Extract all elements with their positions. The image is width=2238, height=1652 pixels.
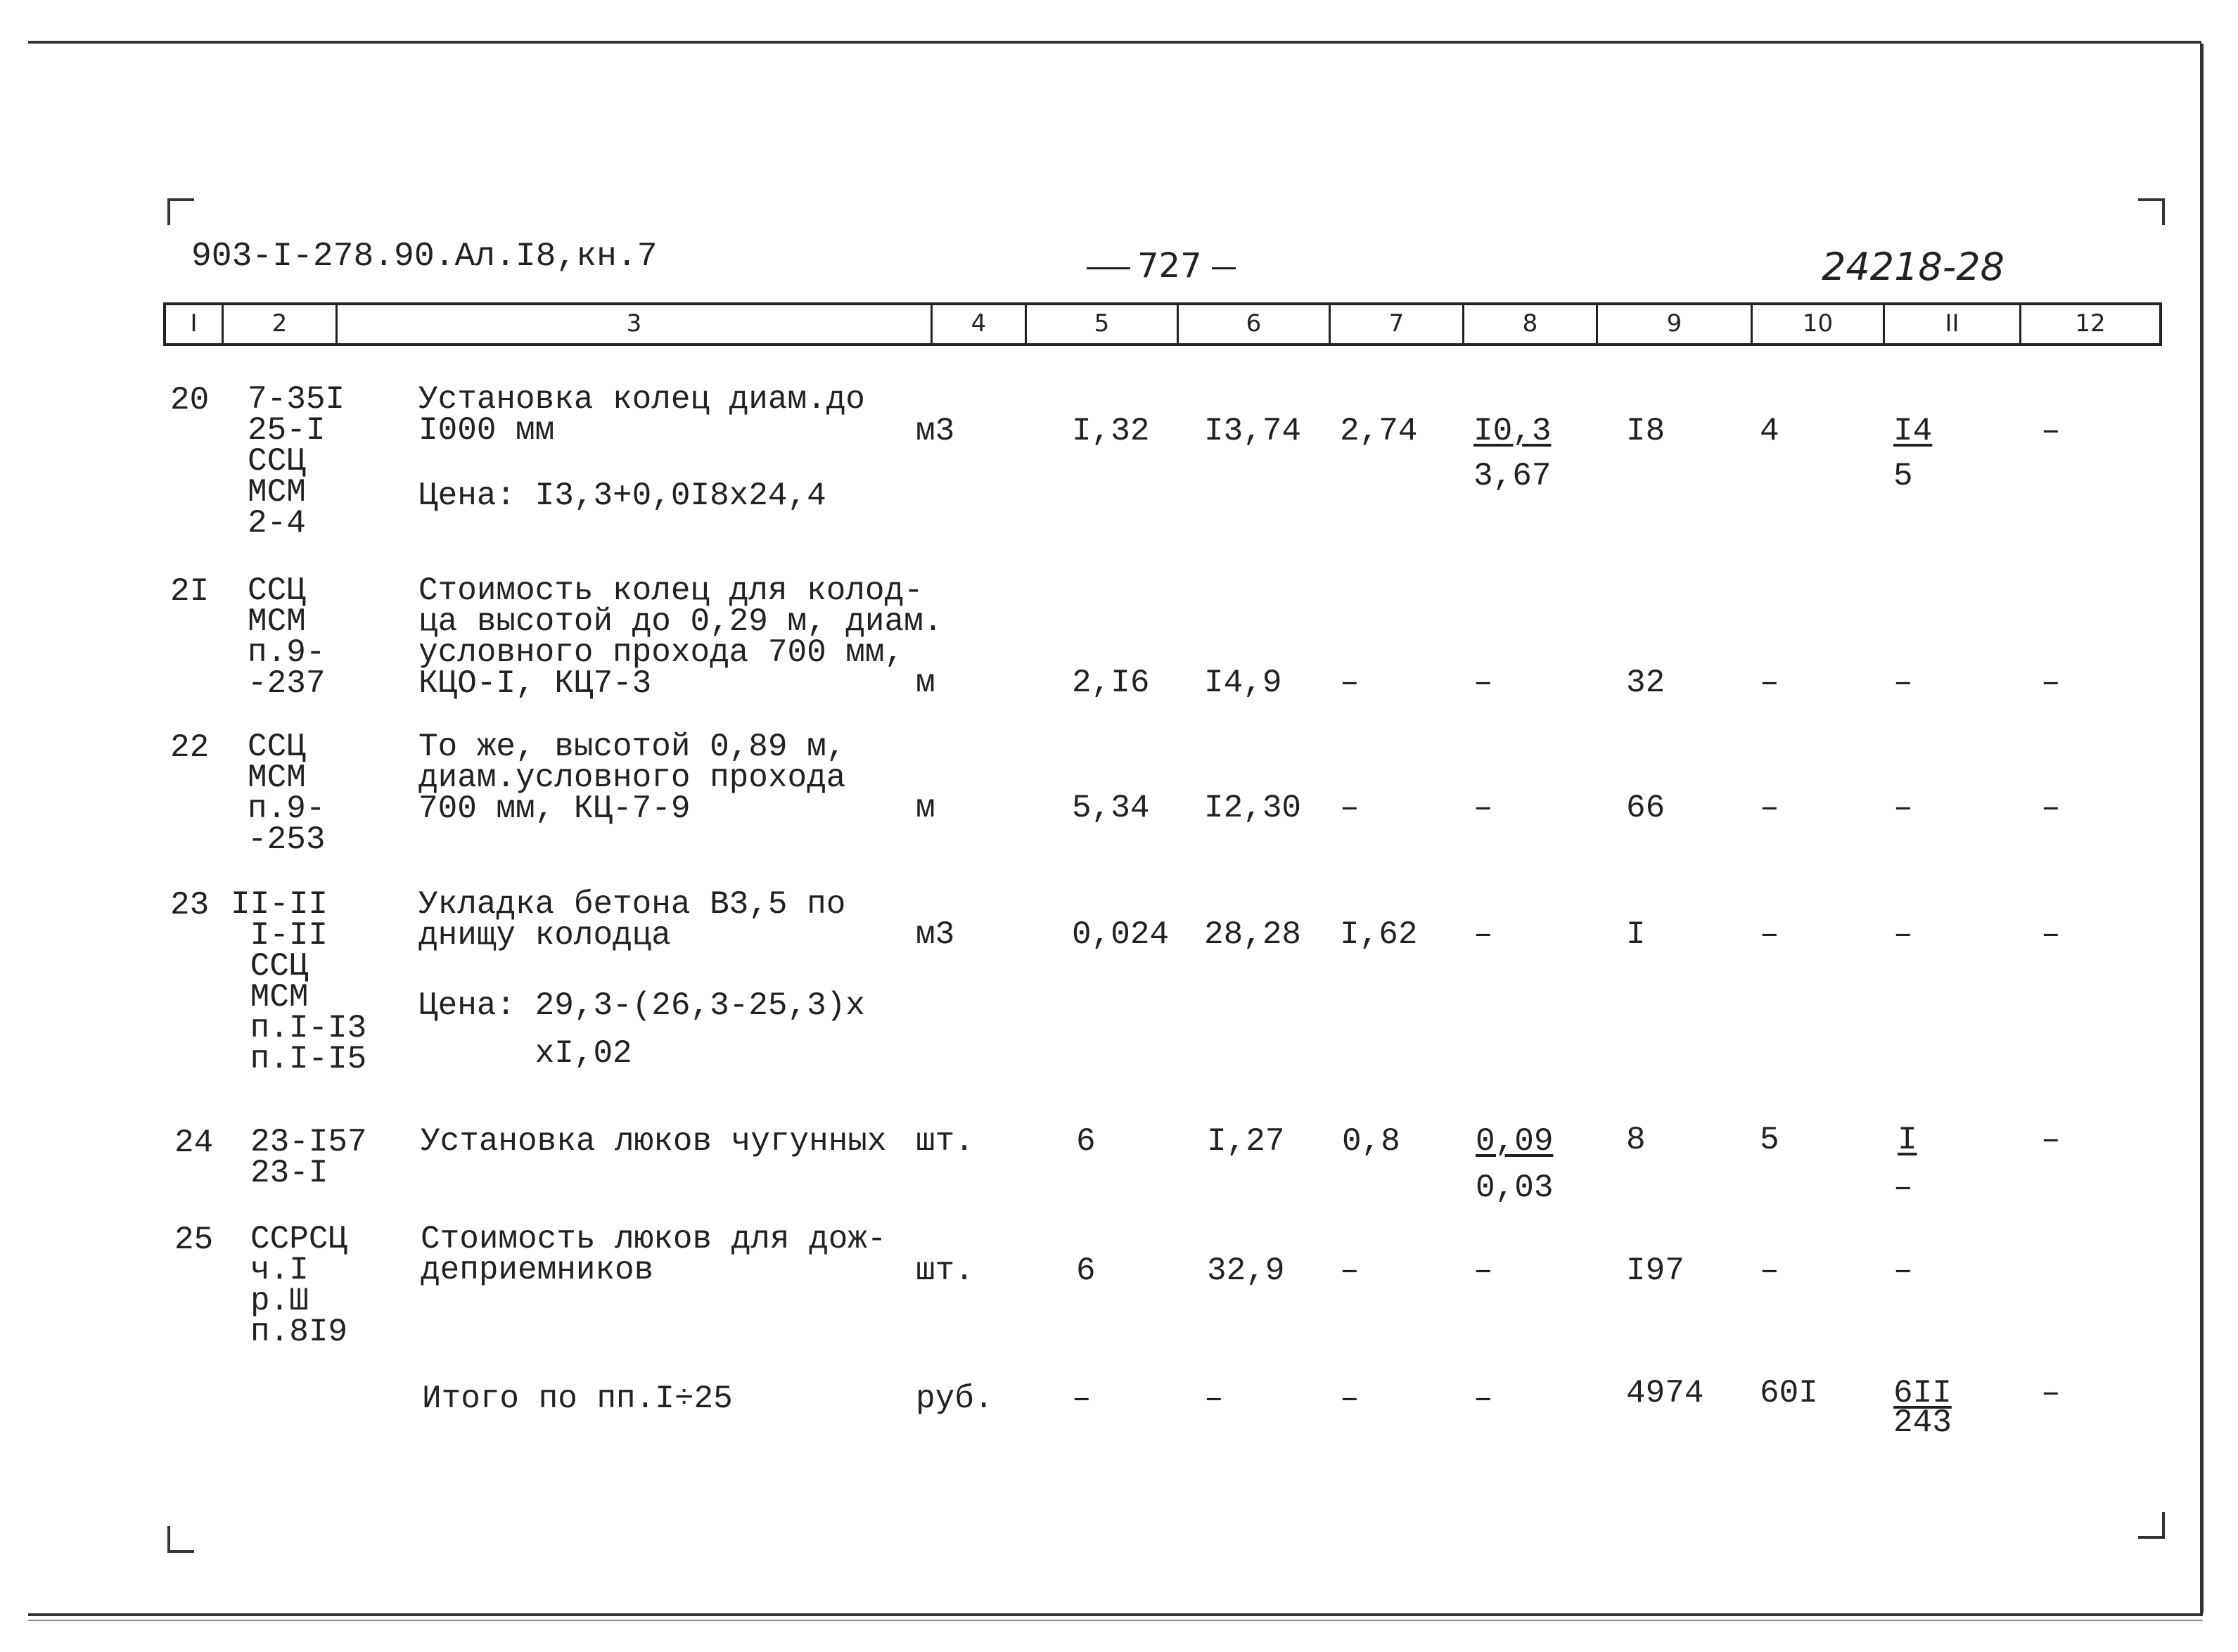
total-col7: –	[1340, 1381, 1360, 1417]
column-header-12: 12	[2075, 309, 2106, 338]
page-number-value: 727	[1137, 246, 1202, 286]
document-code: 903-I-278.90.Ал.I8,кн.7	[191, 238, 658, 276]
column-header-2: 2	[224, 305, 338, 343]
row-20-col11-bottom: 5	[1893, 458, 1913, 494]
row-25-col6: 32,9	[1207, 1253, 1285, 1289]
row-25-desc: Стоимость люков для дож- деприемников	[421, 1221, 887, 1288]
row-25-unit: шт.	[916, 1253, 974, 1289]
row-20-col8-bottom: 3,67	[1473, 458, 1552, 494]
row-23-col6: 28,28	[1204, 916, 1302, 953]
row-24-col7: 0,8	[1342, 1123, 1400, 1160]
total-col11-top: 6II	[1893, 1375, 1952, 1411]
row-20-price-note: Цена: I3,3+0,0I8x24,4	[418, 478, 826, 514]
row-21-desc: Стоимость колец для колод- ца высотой до 0,29 м, диам. условного прохода 700 мм, КЦО-I, КЦ7-3	[418, 572, 943, 702]
row-24-col12: –	[2041, 1122, 2061, 1158]
total-col5: –	[1072, 1381, 1092, 1417]
row-20-num: 20	[170, 382, 210, 418]
row-23-price-note: Цена: 29,3-(26,3-25,3)x xI,02	[418, 987, 865, 1072]
column-header-10: 10	[1753, 305, 1885, 343]
row-21-col6: I4,9	[1204, 665, 1282, 701]
column-header-11: II	[1885, 305, 2021, 343]
row-25-col5: 6	[1076, 1253, 1096, 1289]
corner-mark-bottom-right	[2138, 1512, 2165, 1539]
row-25-col8: –	[1473, 1253, 1493, 1289]
row-23-col7: I,62	[1340, 916, 1418, 953]
row-24-col11-bottom: –	[1893, 1170, 1913, 1206]
column-header-row	[163, 302, 2162, 346]
row-22-col10: –	[1760, 790, 1779, 826]
row-23-code: II-II I-II ССЦ МСМ п.I-I3 п.I-I5	[231, 886, 367, 1077]
row-20-code: 7-35I 25-I ССЦ МСМ 2-4	[248, 381, 345, 542]
row-22-col8: –	[1473, 790, 1493, 826]
total-col8: –	[1473, 1381, 1493, 1417]
total-col10: 60I	[1760, 1375, 1818, 1411]
row-20-col11-top: I4	[1893, 413, 1933, 449]
corner-mark-top-left	[167, 198, 194, 225]
row-22-col12: –	[2041, 790, 2061, 826]
row-23-col5: 0,024	[1072, 916, 1170, 953]
row-24-unit: шт.	[916, 1123, 974, 1160]
row-25-col10: –	[1760, 1253, 1779, 1289]
row-25-col9: I97	[1626, 1253, 1684, 1289]
row-23-col11: –	[1893, 916, 1913, 953]
column-header-8: 8	[1464, 305, 1598, 343]
row-21-col8: –	[1473, 665, 1493, 701]
row-24-col9: 8	[1626, 1122, 1646, 1158]
total-unit: руб.	[916, 1381, 994, 1417]
column-header-1: I	[166, 305, 224, 343]
row-21-col11: –	[1893, 665, 1913, 701]
corner-mark-bottom-left	[167, 1526, 194, 1553]
total-col12: –	[2041, 1375, 2061, 1411]
row-21-col12: –	[2041, 665, 2061, 701]
row-24-code: 23-I57 23-I	[250, 1124, 367, 1191]
row-23-col8: –	[1473, 916, 1493, 953]
total-desc: Итого по пп.I÷25	[422, 1381, 733, 1417]
row-20-col9: I8	[1626, 413, 1665, 449]
row-20-desc: Установка колец диам.до I000 мм	[418, 381, 865, 449]
row-20-col6: I3,74	[1204, 413, 1302, 449]
corner-mark-top-right	[2138, 198, 2165, 225]
row-25-code: ССРСЦ ч.I р.Ш п.8I9	[250, 1221, 348, 1350]
sheet-edge-right	[2200, 44, 2204, 1613]
row-24-col8-bottom: 0,03	[1476, 1170, 1554, 1206]
sheet-code: 24218-28	[1822, 245, 2004, 289]
row-23-unit: м3	[916, 916, 955, 953]
row-20-col8-top: I0,3	[1473, 413, 1552, 449]
column-header-6: 6	[1179, 305, 1331, 343]
row-21-col7: –	[1340, 665, 1360, 701]
column-header-7: 7	[1331, 305, 1464, 343]
row-25-col11: –	[1893, 1253, 1913, 1289]
row-21-num: 2I	[170, 573, 210, 610]
sheet-edge-bottom	[28, 1613, 2203, 1616]
row-25-num: 25	[174, 1222, 214, 1258]
total-col11-bottom: 243	[1893, 1404, 1952, 1441]
row-20-col10: 4	[1760, 413, 1779, 449]
column-header-9: 9	[1598, 305, 1753, 343]
row-20-unit: м3	[916, 413, 955, 449]
row-22-desc: То же, высотой 0,89 м, диам.условного прохода 700 мм, КЦ-7-9	[418, 729, 846, 827]
row-21-code: ССЦ МСМ п.9- -237	[248, 572, 326, 702]
row-23-desc: Укладка бетона В3,5 по днищу колодца	[418, 886, 846, 954]
row-20-col12: –	[2041, 413, 2061, 449]
column-header-4: 4	[933, 305, 1027, 343]
row-24-col8-top: 0,09	[1476, 1123, 1554, 1160]
row-24-col5: 6	[1076, 1123, 1096, 1160]
sheet-edge-top	[28, 41, 2201, 44]
sheet-edge-bottom-secondary	[28, 1620, 2203, 1621]
row-21-col10: –	[1760, 665, 1779, 701]
total-col9: 4974	[1626, 1375, 1704, 1411]
row-22-col6: I2,30	[1204, 790, 1302, 826]
row-21-col5: 2,I6	[1072, 665, 1150, 701]
row-21-col9: 32	[1626, 665, 1665, 701]
row-24-num: 24	[174, 1125, 214, 1161]
row-22-num: 22	[170, 729, 210, 766]
row-23-col9: I	[1626, 916, 1646, 953]
row-25-col7: –	[1340, 1253, 1360, 1289]
row-24-col11-top: I	[1898, 1122, 1917, 1158]
row-20-col5: I,32	[1072, 413, 1150, 449]
row-22-code: ССЦ МСМ п.9- -253	[248, 729, 326, 858]
row-24-desc: Установка люков чугунных	[421, 1123, 887, 1160]
page-number	[1087, 246, 1236, 286]
row-23-col10: –	[1760, 916, 1779, 953]
row-23-num: 23	[170, 887, 210, 923]
row-23-col12: –	[2041, 916, 2061, 953]
row-22-col11: –	[1893, 790, 1913, 826]
row-22-col9: 66	[1626, 790, 1665, 826]
row-21-unit: м	[916, 665, 935, 701]
row-22-col7: –	[1340, 790, 1360, 826]
row-22-col5: 5,34	[1072, 790, 1150, 826]
row-24-col10: 5	[1760, 1122, 1779, 1158]
row-22-unit: м	[916, 790, 935, 826]
column-header-5: 5	[1027, 305, 1179, 343]
row-24-col6: I,27	[1207, 1123, 1285, 1160]
total-col6: –	[1204, 1381, 1224, 1417]
column-header-3: 3	[338, 305, 933, 343]
row-20-col7: 2,74	[1340, 413, 1418, 449]
